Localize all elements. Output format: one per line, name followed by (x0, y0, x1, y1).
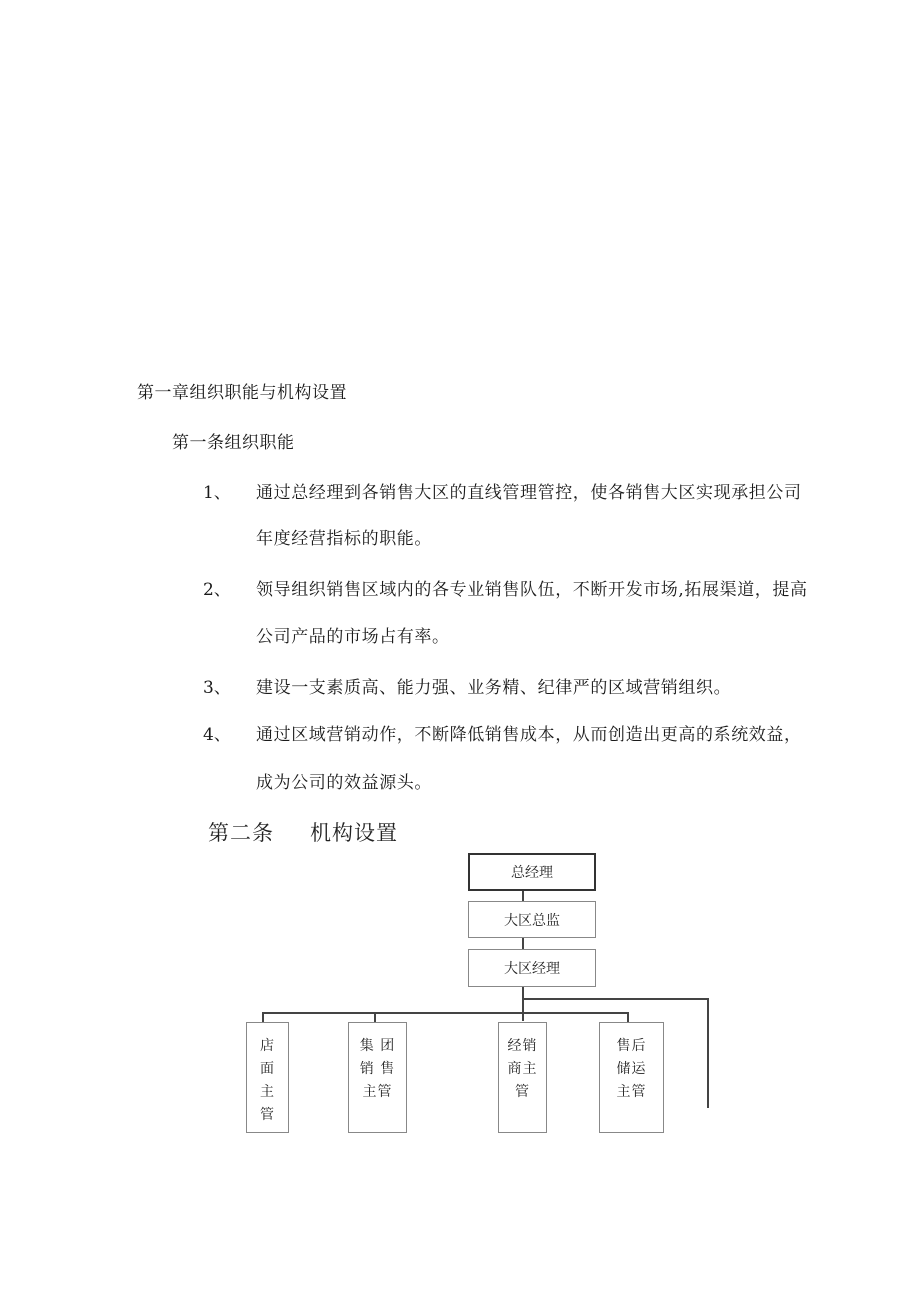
chapter-title: 第一章组织职能与机构设置 (137, 383, 347, 403)
org-box-group-sales-supervisor: 集 团 销 售 主管 (348, 1022, 407, 1133)
item-4-line-2: 成为公司的效益源头。 (256, 773, 432, 793)
item-4-number: 4、 (203, 725, 231, 745)
item-2-number: 2、 (203, 580, 231, 600)
article1-title: 第一条组织职能 (172, 433, 295, 453)
org-box-general-manager: 总经理 (468, 853, 596, 891)
item-1-number: 1、 (203, 483, 231, 503)
connector-horizontal-bus (262, 1012, 629, 1014)
article2-title: 机构设置 (310, 821, 398, 845)
connector-right-branch (523, 998, 709, 1000)
org-box-store-supervisor: 店 面 主 管 (246, 1022, 289, 1133)
connector-right-drop (707, 998, 709, 1108)
connector-director-manager (522, 938, 524, 949)
org-box-region-manager: 大区经理 (468, 949, 596, 987)
org-box-dealer-supervisor: 经销 商主 管 (498, 1022, 547, 1133)
item-3-number: 3、 (203, 678, 231, 698)
org-box-aftersales-logistics-supervisor: 售后 储运 主管 (599, 1022, 664, 1133)
item-1-line-1: 通过总经理到各销售大区的直线管理管控，使各销售大区实现承担公司 (256, 483, 802, 503)
article2-heading (208, 817, 398, 847)
item-4-line-1: 通过区域营销动作，不断降低销售成本，从而创造出更高的系统效益， (256, 725, 802, 745)
connector-gm-director (522, 891, 524, 901)
item-2-line-2: 公司产品的市场占有率。 (256, 627, 450, 647)
article2-label: 第二条 (208, 821, 274, 845)
connector-manager-trunk (522, 987, 524, 1021)
item-1-line-2: 年度经营指标的职能。 (256, 529, 432, 549)
org-box-region-director: 大区总监 (468, 901, 596, 938)
item-3-line-1: 建设一支素质高、能力强、业务精、纪律严的区域营销组织。 (256, 678, 732, 698)
item-2-line-1: 领导组织销售区域内的各专业销售队伍，不断开发市场,拓展渠道，提高 (256, 580, 808, 600)
